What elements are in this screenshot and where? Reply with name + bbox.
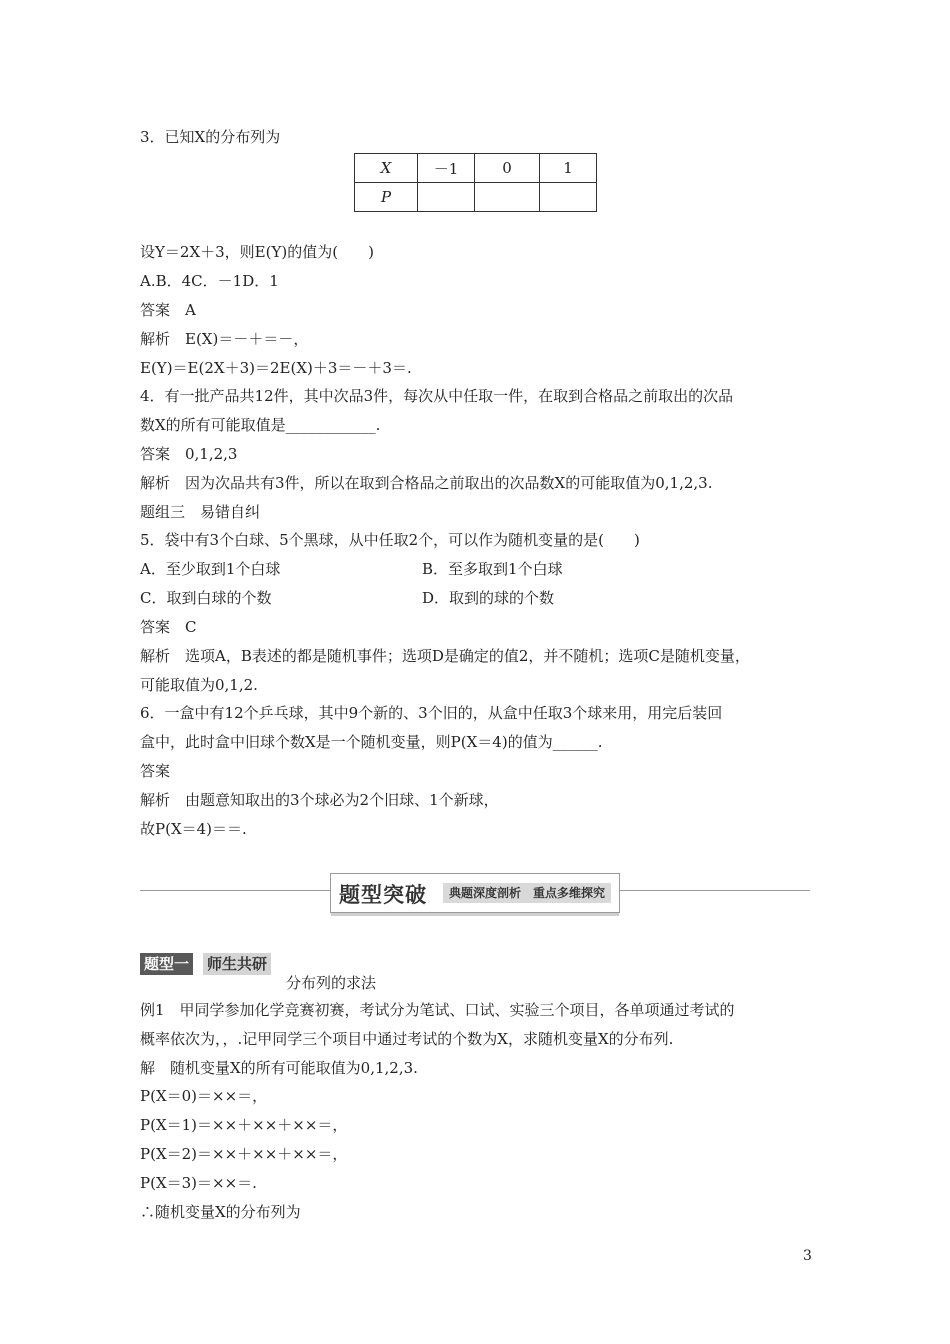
table-cell: X (355, 154, 418, 183)
problem-3-answer: 答案 A (140, 301, 196, 319)
example-1-conclusion: ∴随机变量X的分布列为 (140, 1203, 301, 1221)
banner-subtitle: 典题深度剖析 重点多维探究 (443, 883, 611, 903)
type-tag: 题型一 (140, 953, 193, 975)
problem-4-analysis: 解析 因为次品共有3件，所以在取到合格品之前取出的次品数X的可能取值为0,1,2,3. (140, 474, 713, 492)
problem-3-analysis-cont: E(Y)＝E(2X＋3)＝2E(X)＋3＝－＋3＝. (140, 359, 412, 377)
table-cell: －1 (418, 154, 475, 183)
table-cell (540, 183, 597, 212)
problem-6-stem-cont: 盒中，此时盒中旧球个数X是一个随机变量，则P(X＝4)的值为______. (140, 733, 603, 751)
problem-5-analysis: 解析 选项A，B表述的都是随机事件；选项D是确定的值2，并不随机；选项C是随机变量， (140, 647, 750, 665)
problem-6-analysis-cont: 故P(X＝4)＝＝. (140, 820, 247, 838)
table-cell (475, 183, 540, 212)
divider-right (618, 890, 810, 891)
problem-5-answer: 答案 C (140, 618, 197, 636)
banner-shadow (331, 913, 619, 916)
problem-4-answer: 答案 0,1,2,3 (140, 445, 238, 463)
group-3-heading: 题组三 易错自纠 (140, 503, 261, 521)
example-1-stem: 例1 甲同学参加化学竞赛初赛，考试分为笔试、口试、实验三个项目，各单项通过考试的 (140, 1001, 735, 1019)
option-d: D．取到的球的个数 (422, 589, 555, 607)
distribution-table (354, 153, 597, 212)
example-1-stem-cont: 概率依次为，，.记甲同学三个项目中通过考试的个数为X，求随机变量X的分布列. (140, 1030, 674, 1048)
divider-left (140, 890, 330, 891)
type-tag-sub: 师生共研 (203, 953, 271, 975)
section-banner (330, 873, 620, 913)
table-cell (418, 183, 475, 212)
option-c: C．取到白球的个数 (140, 589, 272, 607)
problem-3-analysis: 解析 E(X)＝－＋＝－， (140, 330, 309, 348)
problem-3-stem: 3．已知X的分布列为 (140, 128, 281, 146)
problem-5-stem: 5．袋中有3个白球、5个黑球，从中任取2个，可以作为随机变量的是( ) (140, 531, 640, 549)
page-number: 3 (803, 1248, 812, 1264)
table-cell: P (355, 183, 418, 212)
problem-3-question: 设Y＝2X＋3，则E(Y)的值为( ) (140, 243, 374, 261)
example-1-solution: 解 随机变量X的所有可能取值为0,1,2,3. (140, 1059, 418, 1077)
problem-6-stem: 6．一盒中有12个乒乓球，其中9个新的、3个旧的，从盒中任取3个球来用，用完后装回 (140, 704, 723, 722)
problem-4-stem-cont: 数X的所有可能取值是____________. (140, 416, 381, 434)
table-row (355, 154, 597, 183)
table-row (355, 183, 597, 212)
prob-x2: P(X＝2)＝××＋××＋××＝， (140, 1145, 348, 1163)
table-cell: 1 (540, 154, 597, 183)
problem-6-analysis: 解析 由题意知取出的3个球必为2个旧球、1个新球， (140, 791, 499, 809)
prob-x0: P(X＝0)＝××＝， (140, 1087, 268, 1105)
problem-3-options: A.B．4C．－1D．1 (140, 272, 279, 290)
table-cell: 0 (475, 154, 540, 183)
problem-4-stem: 4．有一批产品共12件，其中次品3件，每次从中任取一件，在取到合格品之前取出的次品 (140, 387, 734, 405)
type-title: 分布列的求法 (286, 974, 377, 992)
problem-5-analysis-cont: 可能取值为0,1,2. (140, 676, 258, 694)
problem-6-answer: 答案 (140, 762, 171, 780)
banner-title: 题型突破 (339, 883, 427, 907)
option-b: B．至多取到1个白球 (422, 560, 563, 578)
prob-x3: P(X＝3)＝××＝. (140, 1174, 257, 1192)
prob-x1: P(X＝1)＝××＋××＋××＝， (140, 1116, 348, 1134)
option-a: A．至少取到1个白球 (140, 560, 281, 578)
